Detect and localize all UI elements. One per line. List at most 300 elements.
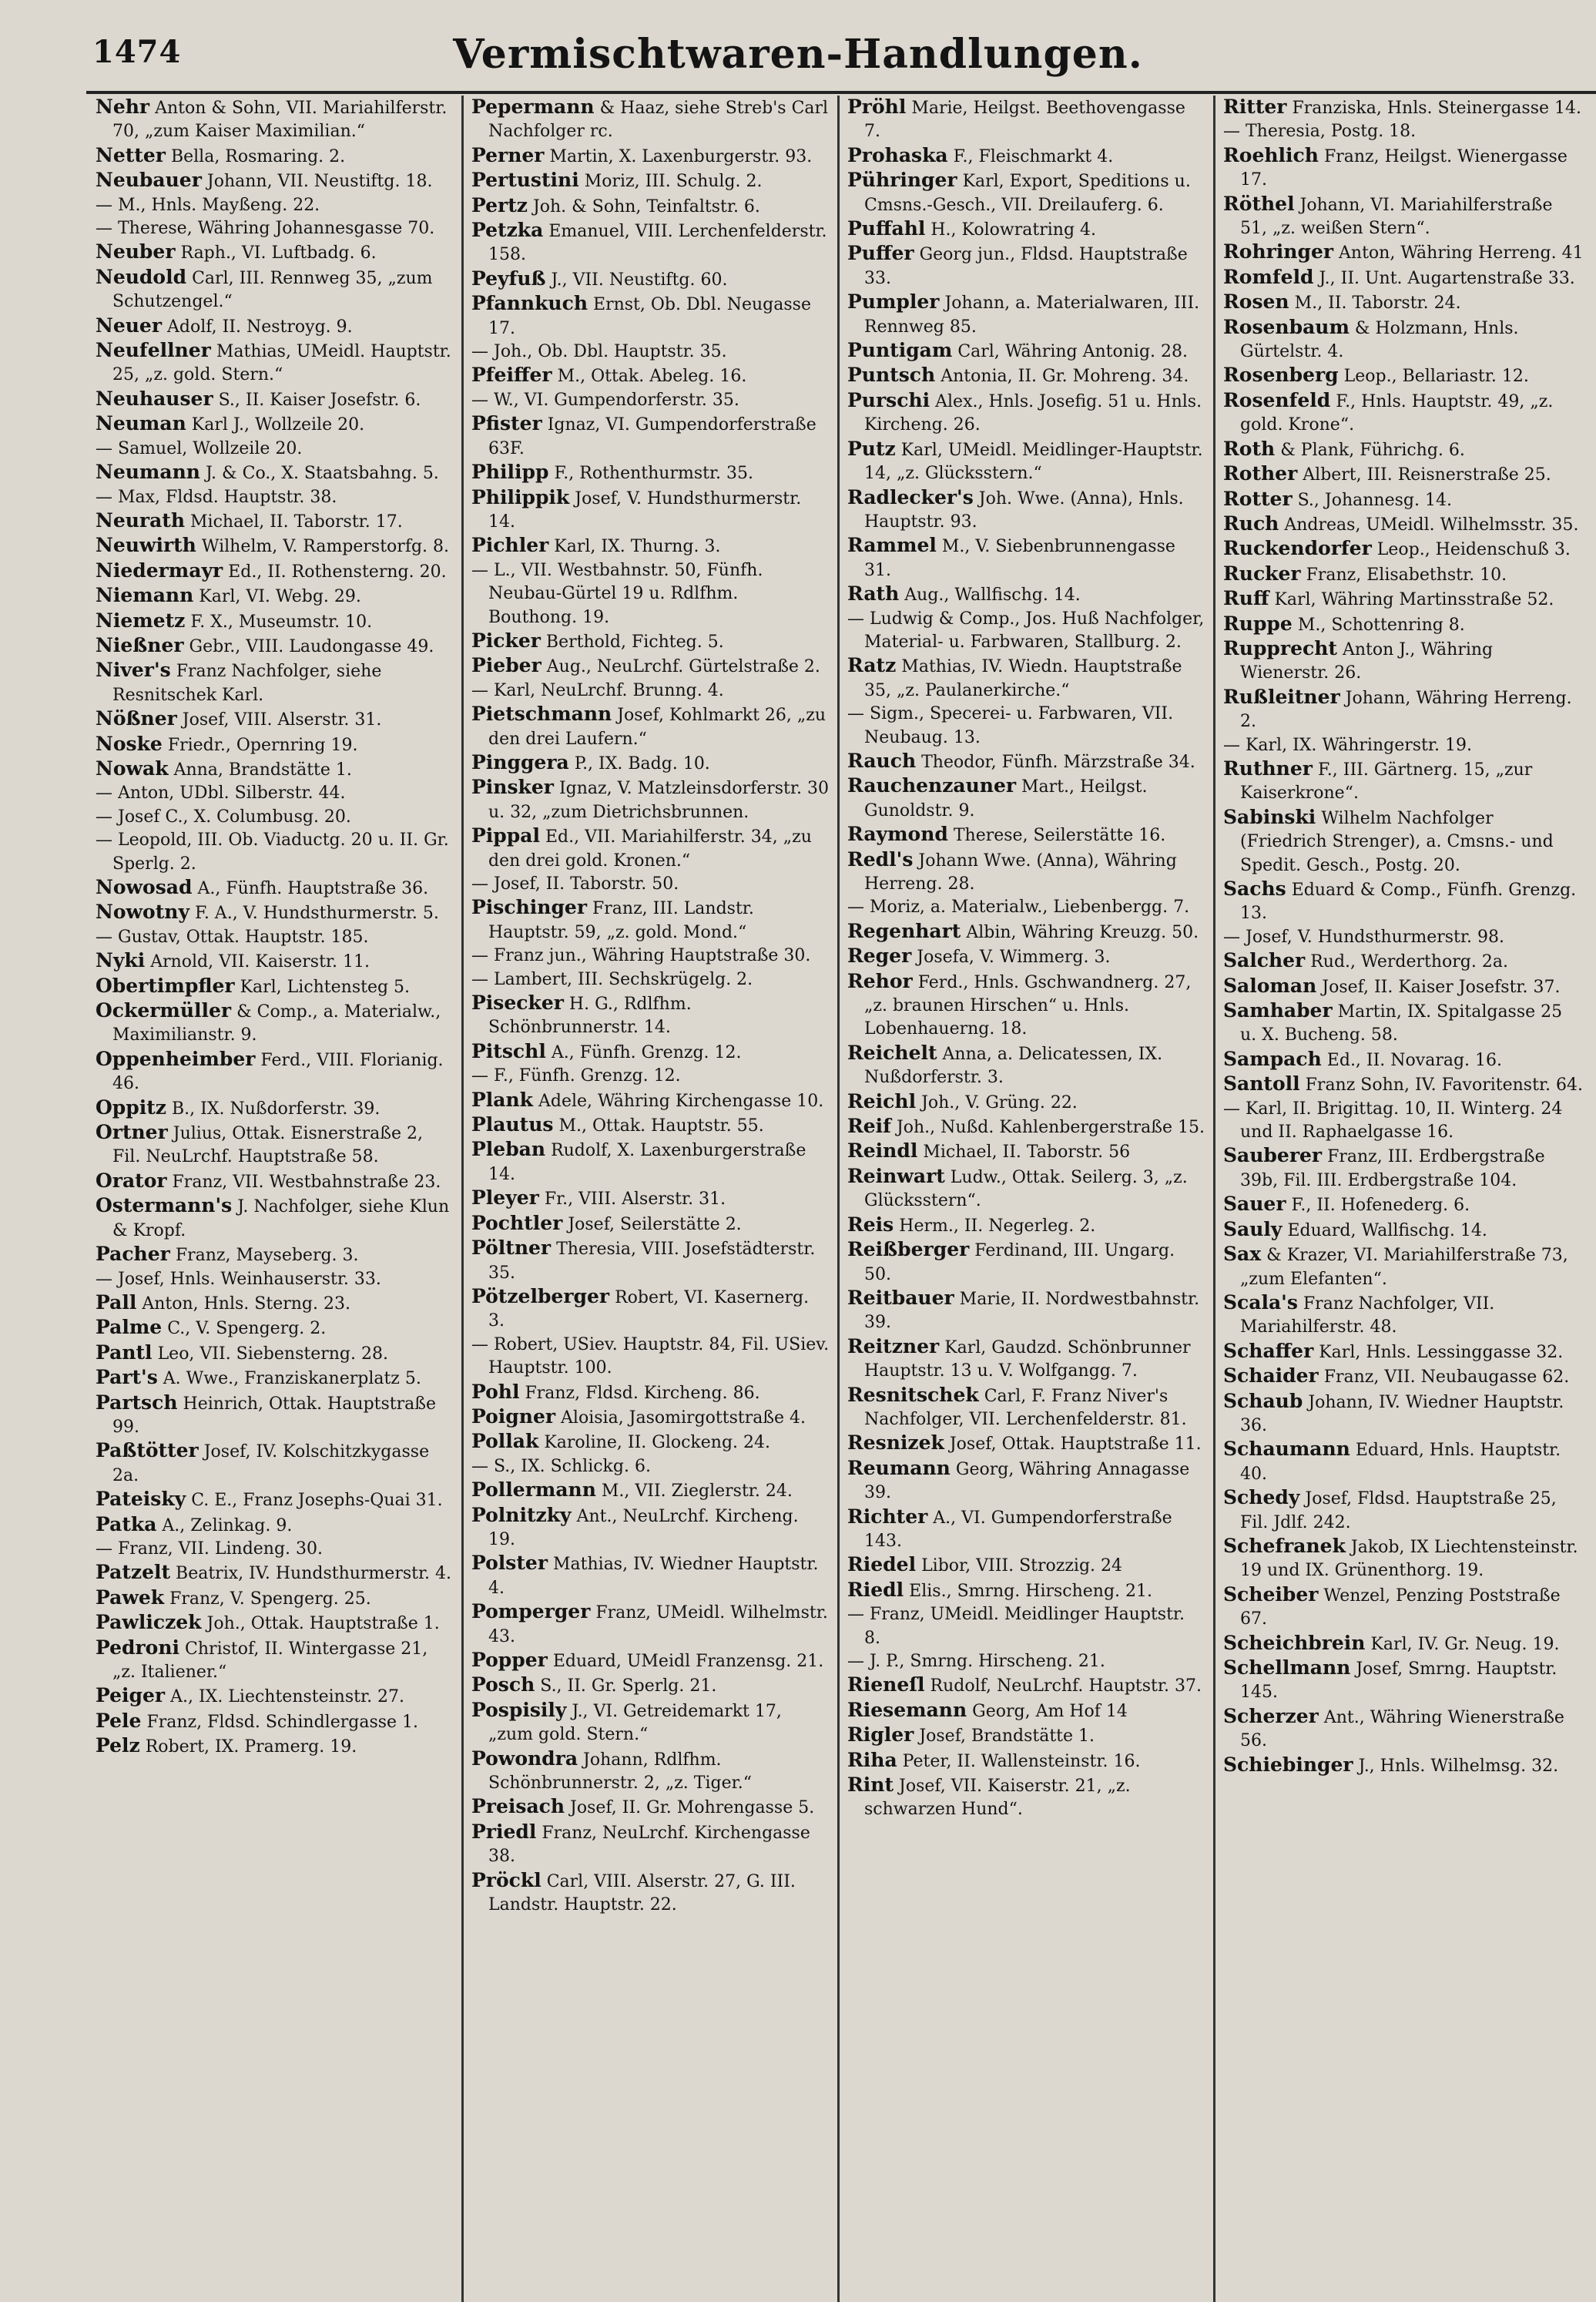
entry-name: Pühringer: [847, 169, 957, 192]
entry-name: Schedy: [1223, 1486, 1300, 1509]
entry-name: Rammel: [847, 534, 937, 557]
entry-name: Pomperger: [471, 1600, 591, 1623]
entry-name: Ritter: [1223, 96, 1287, 118]
entry-details: Rud., Werderthorg. 2a.: [1310, 952, 1508, 972]
directory-entry: [96, 1316, 454, 1341]
entry-name: Pele: [96, 1709, 142, 1732]
directory-entry: [96, 1194, 454, 1243]
entry-details: Eduard, UMeidl Franzensg. 21.: [552, 1652, 824, 1671]
entry-name: Peiger: [96, 1684, 166, 1707]
entry-details: S., II. Kaiser Josefstr. 6.: [218, 390, 421, 410]
entry-name: Rosen: [1223, 290, 1289, 314]
entry-name: Pfister: [471, 412, 542, 435]
entry-name: Pawliczek: [96, 1611, 202, 1634]
directory-entry: [96, 509, 454, 534]
directory-entry: [96, 901, 454, 925]
entry-details: — Leopold, III. Ob. Viaductg. 20 u. II. Gr. Sperlg. 2.: [96, 831, 449, 874]
entry-name: Sax: [1223, 1243, 1262, 1266]
entry-name: Reichelt: [847, 1041, 937, 1064]
entry-name: Rauchenzauner: [847, 774, 1017, 797]
entry-details: — Anton, UDbl. Silberstr. 44.: [96, 784, 346, 804]
entry-details: Martin, X. Laxenburgerstr. 93.: [549, 146, 813, 166]
directory-entry: [96, 1121, 454, 1169]
entry-details: Fr., VIII. Alserstr. 31.: [544, 1190, 726, 1210]
entry-details: Josef, Kohlmarkt 26, „zu den drei Laufern.“: [488, 706, 826, 749]
directory-entry: [471, 1113, 830, 1138]
directory-entry: [96, 559, 454, 584]
directory-entry: [847, 144, 1205, 169]
directory-entry: [471, 1649, 830, 1673]
entry-name: Patzelt: [96, 1561, 171, 1584]
directory-entry: [1223, 612, 1584, 637]
entry-name: Schaffer: [1223, 1339, 1314, 1362]
directory-entry: [1223, 1098, 1584, 1145]
entry-name: Rieneſl: [847, 1673, 925, 1696]
entry-details: Karl, Gaudzd. Schönbrunner Hauptstr. 13 u. V. Wolfgangg. 7.: [864, 1337, 1191, 1381]
directory-entry: [1223, 96, 1584, 120]
entry-details: — Lambert, III. Sechskrügelg. 2.: [471, 969, 753, 989]
entry-name: Neuman: [96, 412, 186, 435]
entry-name: Part's: [96, 1366, 158, 1389]
entry-name: Ockermüller: [96, 999, 232, 1022]
directory-entry: [96, 1586, 454, 1611]
entry-details: Eduard, Wallfischg. 14.: [1287, 1220, 1487, 1240]
directory-entry: [847, 438, 1205, 486]
directory-entry: [1223, 999, 1584, 1048]
entry-details: Georg jun., Fldsd. Hauptstraße 33.: [864, 245, 1188, 288]
directory-entry: [1223, 266, 1584, 290]
entry-details: F., III. Gärtnerg. 15, „zur Kaiserkrone“.: [1240, 760, 1533, 804]
directory-entry: [471, 1504, 830, 1552]
entry-name: Schiebinger: [1223, 1753, 1353, 1776]
directory-entry: [471, 1089, 830, 1113]
directory-entry: [96, 266, 454, 314]
entry-name: Pall: [96, 1290, 137, 1314]
directory-entry: [96, 634, 454, 659]
entry-details: Libor, VIII. Strozzig. 24: [921, 1556, 1123, 1576]
entry-name: Paßtötter: [96, 1439, 199, 1462]
entry-name: Riesemann: [847, 1698, 967, 1721]
entry-details: Karl, Hnls. Lessinggasse 32.: [1319, 1342, 1564, 1362]
entry-name: Niver's: [96, 659, 171, 682]
entry-name: Reumann: [847, 1456, 951, 1479]
entry-details: B., IX. Nußdorferstr. 39.: [171, 1099, 381, 1119]
entry-details: M., Ottak. Abeleg. 16.: [557, 367, 747, 387]
directory-entry: [1223, 1583, 1584, 1632]
entry-name: Polster: [471, 1552, 548, 1575]
directory-entry: [471, 654, 830, 679]
directory-entry: [847, 750, 1205, 774]
directory-entry: [96, 659, 454, 707]
entry-details: Leop., Heidenschuß 3.: [1376, 540, 1571, 560]
entry-details: Theresia, VIII. Josefstädterstr. 35.: [488, 1240, 816, 1283]
directory-entry: [1223, 637, 1584, 686]
entry-details: Ernst, Ob. Dbl. Neugasse 17.: [488, 295, 811, 338]
entry-details: Joh. Wwe. (Anna), Hnls. Hauptstr. 93.: [864, 488, 1184, 532]
entry-name: Reinwart: [847, 1164, 945, 1187]
directory-entry: [1223, 1438, 1584, 1486]
directory-entry: [96, 194, 454, 217]
entry-details: C., V. Spengerg. 2.: [167, 1319, 327, 1339]
entry-name: Pertustini: [471, 169, 579, 192]
entry-name: Popper: [471, 1649, 548, 1671]
entry-details: Ignaz, VI. Gumpendorferstraße 63F.: [488, 415, 816, 458]
directory-entry: [847, 1090, 1205, 1115]
entry-name: Nehr: [96, 96, 150, 118]
entry-name: Oppenheimber: [96, 1047, 256, 1070]
entry-name: Pröckl: [471, 1868, 542, 1891]
directory-entry: [96, 388, 454, 412]
directory-entry: [96, 949, 454, 974]
entry-name: Pötzelberger: [471, 1284, 610, 1307]
directory-entry: [847, 1431, 1205, 1456]
directory-entry: [847, 339, 1205, 364]
entry-details: F. A., V. Hundsthurmerstr. 5.: [194, 904, 439, 924]
entry-name: Putz: [847, 437, 896, 460]
directory-entry: [471, 364, 830, 388]
entry-details: Franz Sohn, IV. Favoritenstr. 64.: [1305, 1075, 1584, 1096]
entry-details: Anton & Sohn, VII. Mariahilferstr. 70, „zum Kaiser Maximilian.“: [112, 99, 448, 142]
column-1: [88, 96, 464, 2302]
directory-entry: [96, 1439, 454, 1488]
directory-entry: [471, 1430, 830, 1455]
entry-name: Nowotny: [96, 901, 189, 924]
entry-details: Martin, IX. Spitalgasse 25 u. X. Bucheng. 58.: [1240, 1002, 1563, 1045]
entry-name: Scheichbrein: [1223, 1631, 1366, 1654]
directory-entry: [1223, 488, 1584, 512]
directory-entry: [471, 1673, 830, 1698]
directory-entry: [847, 290, 1205, 339]
entry-details: A., Zelinkag. 9.: [162, 1515, 293, 1535]
entry-details: — J. P., Smrng. Hirscheng. 21.: [847, 1652, 1105, 1671]
directory-entry: [96, 217, 454, 240]
directory-entry: [96, 782, 454, 805]
entry-details: Robert, VI. Kasernerg. 3.: [488, 1287, 810, 1331]
directory-entry: [471, 341, 830, 364]
entry-details: — Ludwig & Comp., Jos. Huß Nachfolger, Material- u. Farbwaren, Stallburg. 2.: [847, 609, 1205, 652]
entry-details: Josef, Fldsd. Hauptstraße 25, Fil. Jdlf. 242.: [1240, 1489, 1557, 1532]
directory-entry: [1223, 1753, 1584, 1778]
entry-details: A. Wwe., Franziskanerplatz 5.: [163, 1369, 421, 1389]
directory-entry: [96, 806, 454, 829]
directory-entry: [471, 968, 830, 992]
entry-details: & Holzmann, Hnls. Gürtelstr. 4.: [1240, 318, 1519, 362]
entry-details: Georg, Am Hof 14: [972, 1701, 1128, 1721]
directory-entry: [1223, 193, 1584, 241]
directory-entry: [847, 364, 1205, 388]
entry-details: Rudolf, X. Laxenburgerstraße 14.: [488, 1141, 806, 1184]
entry-name: Riedel: [847, 1553, 917, 1576]
directory-entry: [471, 680, 830, 703]
entry-name: Preisach: [471, 1795, 565, 1818]
entry-details: Herm., II. Negerleg. 2.: [899, 1216, 1096, 1236]
entry-name: Riedl: [847, 1578, 904, 1601]
entry-name: Puffer: [847, 242, 914, 265]
entry-details: — Franz, UMeidl. Meidlinger Hauptstr. 8.: [847, 1605, 1185, 1648]
entry-details: Alex., Hnls. Josefig. 51 u. Hnls. Kircheng. 26.: [864, 391, 1202, 435]
directory-entry: [471, 751, 830, 776]
entry-name: Reitzner: [847, 1334, 940, 1357]
directory-entry: [96, 1636, 454, 1685]
entry-details: — S., IX. Schlickg. 6.: [471, 1456, 651, 1476]
entry-details: Ferdinand, III. Ungarg. 50.: [864, 1241, 1175, 1284]
directory-entry: [847, 1699, 1205, 1723]
entry-details: M., V. Siebenbrunnengasse 31.: [864, 537, 1175, 580]
directory-entry: [847, 1335, 1205, 1384]
entry-name: Pfeiffer: [471, 364, 552, 387]
directory-entry: [471, 1334, 830, 1381]
entry-details: Karl, Währing Martinsstraße 52.: [1274, 590, 1554, 610]
entry-details: Joh., V. Grüng. 22.: [921, 1092, 1078, 1112]
entry-name: Riha: [847, 1748, 897, 1771]
entry-details: Julius, Ottak. Eisnerstraße 2, Fil. NeuLrchf. Hauptstraße 58.: [112, 1124, 423, 1167]
entry-name: Neufellner: [96, 339, 211, 362]
directory-entry: [1223, 240, 1584, 265]
entry-details: Mathias, IV. Wiedner Hauptstr. 4.: [488, 1555, 819, 1598]
entry-details: & Haaz, siehe Streb's Carl Nachfolger rc.: [488, 99, 829, 142]
entry-details: Emanuel, VIII. Lerchenfelderstr. 158.: [488, 222, 827, 265]
entry-name: Resnizek: [847, 1431, 944, 1455]
entry-details: Christof, II. Wintergasse 21, „z. Italiener.“: [112, 1639, 428, 1682]
entry-details: Michael, II. Taborstr. 56: [923, 1143, 1131, 1163]
entry-name: Picker: [471, 629, 541, 652]
directory-entry: [471, 1212, 830, 1237]
directory-entry: [847, 1773, 1205, 1822]
entry-details: — Theresia, Postg. 18.: [1223, 122, 1417, 142]
directory-entry: [847, 1042, 1205, 1090]
entry-name: Neurath: [96, 508, 186, 532]
directory-entry: [471, 1699, 830, 1747]
entry-details: — Moriz, a. Materialw., Liebenbergg. 7.: [847, 898, 1190, 918]
columns: [88, 96, 1591, 2302]
page-number: 1474: [92, 34, 182, 70]
directory-entry: [96, 169, 454, 193]
entry-name: Reif: [847, 1115, 891, 1138]
directory-entry: [96, 1684, 454, 1709]
directory-entry: [847, 96, 1205, 144]
entry-details: Franz, III. Landstr. Hauptstr. 59, „z. gold. Mond.“: [488, 899, 754, 942]
entry-details: Albin, Währing Kreuzg. 50.: [966, 922, 1199, 942]
entry-details: Therese, Seilerstätte 16.: [953, 826, 1166, 846]
directory-entry: [1223, 1364, 1584, 1389]
entry-details: Aloisia, Jasomirgottstraße 4.: [561, 1408, 806, 1428]
entry-name: Scheiber: [1223, 1582, 1319, 1606]
directory-entry: [847, 1384, 1205, 1432]
entry-details: Franz, Elisabethstr. 10.: [1306, 565, 1507, 585]
entry-name: Poigner: [471, 1404, 556, 1428]
entry-details: Karoline, II. Glockeng. 24.: [544, 1433, 771, 1453]
entry-details: Josef, Seilerstätte 2.: [568, 1214, 742, 1234]
entry-name: Rucker: [1223, 562, 1301, 585]
directory-entry: [471, 169, 830, 193]
entry-name: Pohl: [471, 1380, 520, 1403]
entry-details: & Krazer, VI. Mariahilferstraße 73, „zum Elefanten“.: [1240, 1246, 1568, 1289]
entry-name: Niedermayr: [96, 559, 223, 582]
directory-entry: [1223, 512, 1584, 537]
entry-details: — L., VII. Westbahnstr. 50, Fünfh. Neubau-Gürtel 19 u. Rdlfhm. Bouthong. 19.: [471, 560, 763, 627]
directory-entry: [96, 584, 454, 609]
entry-details: Karl, IV. Gr. Neug. 19.: [1370, 1634, 1560, 1654]
entry-name: Neuwirth: [96, 534, 196, 557]
directory-entry: [1223, 290, 1584, 315]
entry-details: Joh., Ottak. Hauptstraße 1.: [206, 1614, 440, 1634]
entry-name: Ostermann's: [96, 1194, 233, 1217]
entry-details: M., VII. Zieglerstr. 24.: [601, 1482, 793, 1502]
entry-details: J., VII. Neustiftg. 60.: [551, 270, 728, 290]
directory-entry: [847, 703, 1205, 750]
entry-name: Raymond: [847, 823, 948, 846]
directory-entry: [1223, 734, 1584, 757]
entry-details: Arnold, VII. Kaiserstr. 11.: [150, 952, 370, 972]
entry-details: Carl, F. Franz Niver's Nachfolger, VII. Lerchenfelderstr. 81.: [864, 1386, 1187, 1429]
entry-name: Orator: [96, 1169, 167, 1192]
entry-name: Rigler: [847, 1723, 914, 1747]
directory-entry: [471, 194, 830, 219]
entry-name: Rupprecht: [1223, 636, 1337, 659]
entry-details: Johann, VI. Mariahilferstraße 51, „z. weißen Stern“.: [1240, 195, 1553, 239]
entry-details: Franz, UMeidl. Wilhelmstr. 43.: [488, 1603, 828, 1646]
column-2: [464, 96, 840, 2302]
directory-entry: [1223, 587, 1584, 612]
entry-details: A., Fünfh. Grenzg. 12.: [551, 1042, 742, 1062]
directory-entry: [96, 733, 454, 757]
entry-name: Schefranek: [1223, 1534, 1346, 1557]
entry-details: Adele, Währing Kirchengasse 10.: [538, 1091, 824, 1111]
entry-name: Netter: [96, 143, 166, 166]
entry-details: Joh. & Sohn, Teinfaltstr. 6.: [532, 196, 760, 216]
entry-details: Leop., Bellariastr. 12.: [1343, 367, 1529, 387]
entry-name: Scala's: [1223, 1290, 1298, 1314]
directory-entry: [471, 824, 830, 873]
directory-entry: [1223, 1632, 1584, 1656]
directory-entry: [471, 703, 830, 751]
directory-entry: [471, 896, 830, 945]
entry-name: Sauly: [1223, 1217, 1282, 1240]
entry-name: Sachs: [1223, 878, 1286, 900]
entry-details: — Karl, IX. Währingerstr. 19.: [1223, 735, 1472, 755]
entry-details: Ignaz, V. Matzleinsdorferstr. 30 u. 32, „zum Dietrichsbrunnen.: [488, 779, 829, 822]
entry-details: A., VI. Gumpendorferstraße 143.: [864, 1508, 1172, 1551]
entry-details: C. E., Franz Josephs-Quai 31.: [191, 1491, 443, 1511]
directory-entry: [96, 240, 454, 265]
directory-entry: [847, 1165, 1205, 1213]
directory-entry: [471, 1747, 830, 1796]
entry-details: Marie, Heilgst. Beethovengasse 7.: [864, 99, 1185, 142]
entry-details: H. G., Rdlfhm. Schönbrunnerstr. 14.: [488, 995, 692, 1038]
entry-details: — Josef, V. Hundsthurmerstr. 98.: [1223, 927, 1504, 947]
directory-entry: [96, 1734, 454, 1759]
directory-entry: [96, 1048, 454, 1096]
directory-entry: [1223, 878, 1584, 926]
directory-entry: [1223, 1535, 1584, 1583]
directory-entry: [1223, 316, 1584, 364]
entry-details: Anton, Hnls. Sterng. 23.: [142, 1294, 350, 1314]
entry-details: Josef, VII. Kaiserstr. 21, „z. schwarzen Hund“.: [864, 1777, 1131, 1820]
directory-entry: [1223, 144, 1584, 193]
entry-name: Pieber: [471, 654, 542, 677]
directory-entry: [96, 1291, 454, 1316]
entry-details: Franz, Heilgst. Wienergasse 17.: [1240, 146, 1568, 190]
header-rule: [86, 91, 1596, 94]
directory-entry: [1223, 1144, 1584, 1193]
entry-name: Puntigam: [847, 339, 953, 362]
entry-details: Franz Nachfolger, VII. Mariahilferstr. 48.: [1240, 1294, 1495, 1337]
directory-entry: [96, 339, 454, 388]
entry-name: Röthel: [1223, 192, 1295, 215]
directory-entry: [96, 1341, 454, 1366]
directory-entry: [1223, 1291, 1584, 1340]
directory-entry: [1223, 1072, 1584, 1097]
entry-name: Pollermann: [471, 1478, 596, 1502]
entry-details: Eduard & Comp., Fünfh. Grenzg. 13.: [1240, 881, 1577, 924]
directory-entry: [96, 757, 454, 782]
directory-entry: [471, 1869, 830, 1918]
entry-name: Pochtler: [471, 1211, 563, 1234]
directory-entry: [1223, 1218, 1584, 1243]
entry-name: Rauch: [847, 749, 917, 772]
directory-entry: [471, 1065, 830, 1088]
entry-name: Pleyer: [471, 1186, 539, 1210]
directory-entry: [847, 1603, 1205, 1650]
entry-name: Obertimpfler: [96, 974, 235, 997]
entry-details: Wenzel, Penzing Poststraße 67.: [1240, 1586, 1561, 1629]
directory-entry: [471, 1478, 830, 1503]
entry-details: & Comp., a. Materialw., Maximilianstr. 9.: [112, 1002, 441, 1045]
entry-name: Reitbauer: [847, 1286, 954, 1309]
entry-details: Franz, V. Spengerg. 25.: [169, 1589, 371, 1609]
directory-entry: [847, 1723, 1205, 1748]
entry-name: Niemann: [96, 584, 194, 607]
directory-entry: [471, 267, 830, 292]
entry-details: Karl, Lichtensteg 5.: [240, 977, 411, 997]
directory-entry: [96, 412, 454, 437]
entry-name: Nowak: [96, 757, 169, 780]
entry-name: Rint: [847, 1773, 894, 1797]
entry-details: Beatrix, IV. Hundsthurmerstr. 4.: [176, 1564, 452, 1584]
entry-details: Georg, Währing Annagasse 39.: [864, 1459, 1190, 1503]
entry-name: Posch: [471, 1673, 535, 1696]
entry-details: Berthold, Fichteg. 5.: [545, 632, 724, 652]
entry-details: F., Rothenthurmstr. 35.: [554, 464, 754, 484]
entry-name: Prohaska: [847, 143, 948, 166]
directory-entry: [96, 707, 454, 732]
entry-name: Pacher: [96, 1243, 170, 1266]
directory-entry: [96, 1366, 454, 1391]
entry-details: — Josef, Hnls. Weinhauserstr. 33.: [96, 1269, 381, 1289]
directory-entry: [96, 876, 454, 901]
entry-name: Reindl: [847, 1139, 918, 1163]
entry-name: Ortner: [96, 1121, 168, 1144]
directory-entry: [1223, 949, 1584, 974]
directory-entry: [471, 486, 830, 535]
entry-details: — Sigm., Specerei- u. Farbwaren, VII. Neubaug. 13.: [847, 704, 1174, 747]
entry-name: Priedl: [471, 1820, 537, 1843]
entry-details: Wilhelm, V. Ramperstorfg. 8.: [201, 537, 450, 557]
entry-details: Wilhelm Nachfolger (Friedrich Strenger), a. Cmsns.- und Spedit. Gesch., Postg. 20.: [1240, 808, 1554, 875]
entry-details: F., II. Hofenederg. 6.: [1291, 1196, 1470, 1216]
entry-name: Saloman: [1223, 974, 1317, 997]
entry-details: A., Fünfh. Hauptstraße 36.: [197, 879, 429, 898]
entry-details: Moriz, III. Schulg. 2.: [584, 172, 763, 192]
entry-details: Franz, NeuLrchf. Kirchengasse 38.: [488, 1823, 810, 1867]
directory-entry: [847, 608, 1205, 655]
entry-details: Ferd., Hnls. Gschwandnerg. 27, „z. braunen Hirschen“ u. Hnls. Lobenhauerng. 18.: [864, 972, 1192, 1039]
entry-details: Johann, a. Materialwaren, III. Rennweg 85.: [864, 294, 1200, 337]
directory-entry: [847, 896, 1205, 919]
entry-details: — Franz, VII. Lindeng. 30.: [96, 1539, 324, 1559]
directory-entry: [471, 776, 830, 824]
directory-entry: [847, 970, 1205, 1042]
